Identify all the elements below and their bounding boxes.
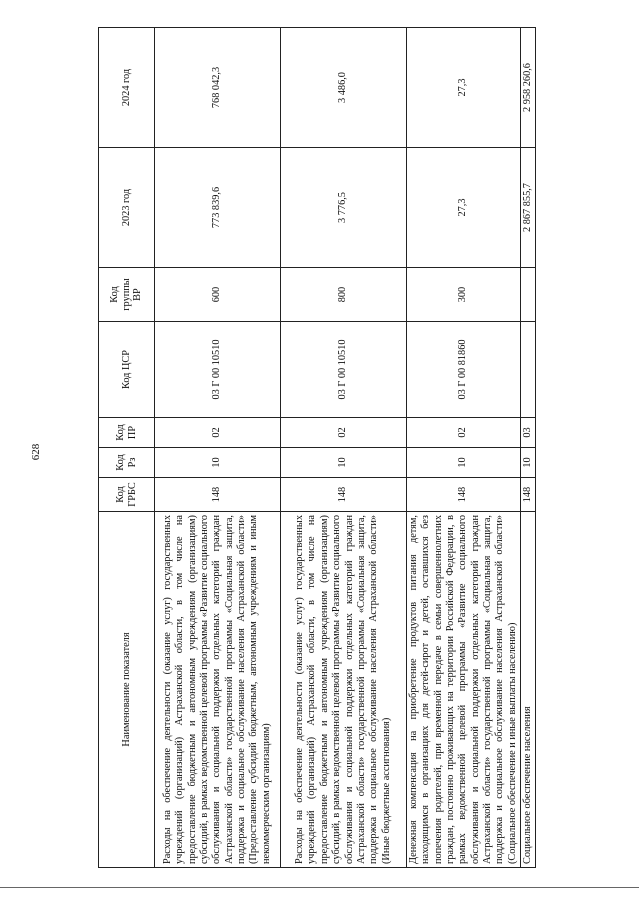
- row-rz: 10: [281, 448, 407, 478]
- row-vr: 600: [155, 268, 281, 322]
- row-pr: 02: [281, 418, 407, 448]
- total-pr: 03: [521, 418, 536, 448]
- row-2023: 3 776,5: [281, 148, 407, 268]
- table-row: [155, 28, 281, 868]
- row-vr: 300: [407, 268, 521, 322]
- table-row: [407, 28, 521, 868]
- row-grbs: 148: [155, 478, 281, 512]
- header-rz: Код Рз: [99, 448, 155, 478]
- row-rz: 10: [407, 448, 521, 478]
- total-2023: 2 867 855,7: [521, 148, 536, 268]
- total-rz: 10: [521, 448, 536, 478]
- row-2023: 27,3: [407, 148, 521, 268]
- row-csr: 03 Г 00 81860: [407, 322, 521, 418]
- row-2023: 773 839,6: [155, 148, 281, 268]
- row-2024: 3 486,0: [281, 28, 407, 148]
- total-name: Социальное обеспечение населения: [521, 512, 536, 868]
- row-grbs: 148: [281, 478, 407, 512]
- row-pr: 02: [407, 418, 521, 448]
- row-name: Денежная компенсация на приобретение продуктов питания детям, находящимся в организациях для детей-сирот и детей, оставшихся без попечения родителей, при временной передаче в семьи совершеннолетних граждан, постоянно проживающих на территории Российской Федерации, в рамках ведомственной целевой программы «Развитие социального обслуживания и социальной поддержки отдельных категорий граждан Астраханской области» государственной программы «Социальная защита, поддержка и социальное обслуживание населения Астраханской области» (Социальное обеспечение и иные выплаты населению): [407, 512, 521, 868]
- row-grbs: 148: [407, 478, 521, 512]
- header-2024: 2024 год: [99, 28, 155, 148]
- header-csr: Код ЦСР: [99, 322, 155, 418]
- budget-table-rotated: [98, 28, 534, 868]
- header-2023: 2023 год: [99, 148, 155, 268]
- row-name: Расходы на обеспечение деятельности (оказание услуг) государственных учреждений (организаций) Астраханской области, в том числе на предоставление бюджетным и автономным учреждениям (организациям) субсидий, в рамках ведомственной целевой программы «Развитие социального обслуживания и социальной поддержки отдельных категорий граждан Астраханской области» государственной программы «Социальная защита, поддержка и социальное обслуживание населения Астраханской области» (Иные бюджетные ассигнования): [281, 512, 407, 868]
- row-2024: 27,3: [407, 28, 521, 148]
- header-pr: Код ПР: [99, 418, 155, 448]
- row-2024: 768 042,3: [155, 28, 281, 148]
- page-number: 628: [30, 443, 42, 461]
- table-row: [281, 28, 407, 868]
- row-vr: 800: [281, 268, 407, 322]
- header-name: Наименование показателя: [99, 512, 155, 868]
- row-rz: 10: [155, 448, 281, 478]
- row-pr: 02: [155, 418, 281, 448]
- table-total-row: [521, 28, 536, 868]
- page-bottom-rule: [0, 887, 639, 888]
- row-csr: 03 Г 00 10510: [155, 322, 281, 418]
- table-header-row: [99, 28, 155, 868]
- header-vr: Код группы ВР: [99, 268, 155, 322]
- total-grbs: 148: [521, 478, 536, 512]
- budget-table: [98, 27, 536, 868]
- row-csr: 03 Г 00 10510: [281, 322, 407, 418]
- total-csr: [521, 322, 536, 418]
- total-vr: [521, 268, 536, 322]
- total-2024: 2 958 260,6: [521, 28, 536, 148]
- row-name: Расходы на обеспечение деятельности (оказание услуг) государственных учреждений (организаций) Астраханской области, в том числе на предоставление бюджетным и автономным учреждениям (организациям) субсидий, в рамках ведомственной целевой программы «Развитие социального обслуживания и социальной поддержки отдельных категорий граждан Астраханской области» государственной программы «Социальная защита, поддержка и социальное обслуживание населения Астраханской области» (Предоставление субсидий бюджетным, автономным учреждениям и иным некоммерческим организациям): [155, 512, 281, 868]
- header-grbs: Код ГРБС: [99, 478, 155, 512]
